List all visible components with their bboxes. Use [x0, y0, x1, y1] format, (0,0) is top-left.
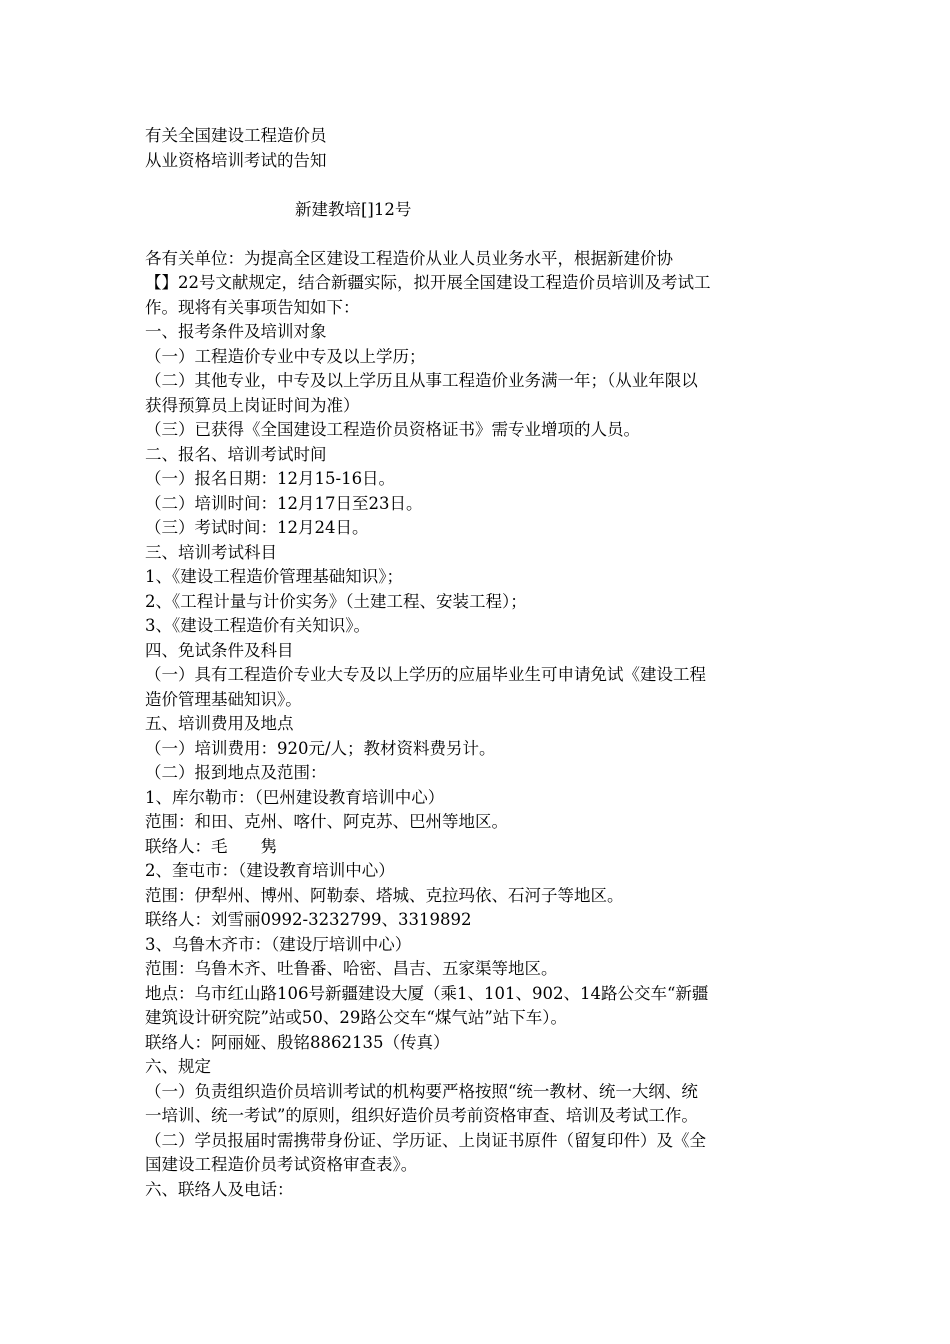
- body-line: （一）具有工程造价专业大专及以上学历的应届毕业生可申请免试《建设工程: [145, 665, 706, 684]
- body-line: 1、《建设工程造价管理基础知识》；: [145, 567, 403, 586]
- document-page: [145, 124, 810, 1202]
- blank-line: [145, 173, 810, 198]
- document-number: 新建教培[]12号: [295, 199, 412, 219]
- body-line: 联络人：毛 隽: [145, 836, 277, 856]
- body-line: （二）报到地点及范围：: [145, 763, 327, 782]
- document-body: [145, 320, 810, 1202]
- body-line: 三、培训考试科目: [145, 542, 277, 562]
- body-line: 地点：乌市红山路106号新疆建设大厦（乘1、101、902、14路公交车“新疆: [145, 983, 709, 1003]
- body-line: （一）负责组织造价员培训考试的机构要严格按照“统一教材、统一大纲、统: [145, 1081, 698, 1101]
- body-line: 六、规定: [145, 1057, 211, 1076]
- body-line: （二）其他专业，中专及以上学历且从事工程造价业务满一年；（从业年限以: [145, 371, 698, 390]
- body-line: 一、报考条件及培训对象: [145, 322, 327, 341]
- body-line: 联络人：阿丽娅、殷铭8862135（传真）: [145, 1032, 450, 1052]
- intro-line-2: 【】22号文献规定，结合新疆实际，拟开展全国建设工程造价员培训及考试工: [145, 273, 711, 292]
- body-line: 2、奎屯市：（建设教育培训中心）: [145, 861, 395, 880]
- body-line: 国建设工程造价员考试资格审查表》。: [145, 1155, 418, 1174]
- blank-line: [145, 222, 810, 247]
- body-line: 六、联络人及电话：: [145, 1179, 294, 1199]
- body-line: （二）培训时间：12月17日至23日。: [145, 493, 423, 513]
- body-line: 3、乌鲁木齐市：（建设厅培训中心）: [145, 934, 412, 954]
- body-line: （一）工程造价专业中专及以上学历；: [145, 346, 426, 366]
- body-line: 造价管理基础知识》。: [145, 689, 302, 709]
- intro-line-1: 各有关单位：为提高全区建设工程造价从业人员业务水平，根据新建价协: [145, 248, 673, 268]
- body-line: 二、报名、培训考试时间: [145, 444, 327, 464]
- body-line: 范围：伊犁州、博州、阿勒泰、塔城、克拉玛依、石河子等地区。: [145, 885, 624, 905]
- body-line: （三）考试时间：12月24日。: [145, 518, 369, 537]
- body-line: （三）已获得《全国建设工程造价员资格证书》需专业增项的人员。: [145, 420, 640, 439]
- body-line: 建筑设计研究院”站或50、29路公交车“煤气站”站下车）。: [145, 1008, 568, 1027]
- body-line: 四、免试条件及科目: [145, 640, 294, 660]
- body-line: 3、《建设工程造价有关知识》。: [145, 616, 370, 635]
- body-line: （二）学员报届时需携带身份证、学历证、上岗证书原件（留复印件）及《全: [145, 1130, 706, 1150]
- intro-line-3: 作。现将有关事项告知如下：: [145, 297, 360, 317]
- body-line: 1、库尔勒市：（巴州建设教育培训中心）: [145, 787, 445, 807]
- body-line: （一）报名日期：12月15-16日。: [145, 469, 396, 488]
- title-line-1: 有关全国建设工程造价员: [145, 126, 327, 145]
- body-line: 范围：和田、克州、喀什、阿克苏、巴州等地区。: [145, 812, 508, 831]
- body-line: （一）培训费用：920元/人；教材资料费另计。: [145, 738, 496, 758]
- body-line: 五、培训费用及地点: [145, 714, 294, 733]
- body-line: 一培训、统一考试”的原则，组织好造价员考前资格审查、培训及考试工作。: [145, 1106, 698, 1125]
- body-line: 范围：乌鲁木齐、吐鲁番、哈密、昌吉、五家渠等地区。: [145, 959, 558, 978]
- body-line: 2、《工程计量与计价实务》（土建工程、安装工程）；: [145, 591, 527, 611]
- body-line: 联络人：刘雪丽0992-3232799、3319892: [145, 910, 472, 929]
- title-line-2: 从业资格培训考试的告知: [145, 150, 327, 170]
- body-line: 获得预算员上岗证时间为准）: [145, 395, 360, 415]
